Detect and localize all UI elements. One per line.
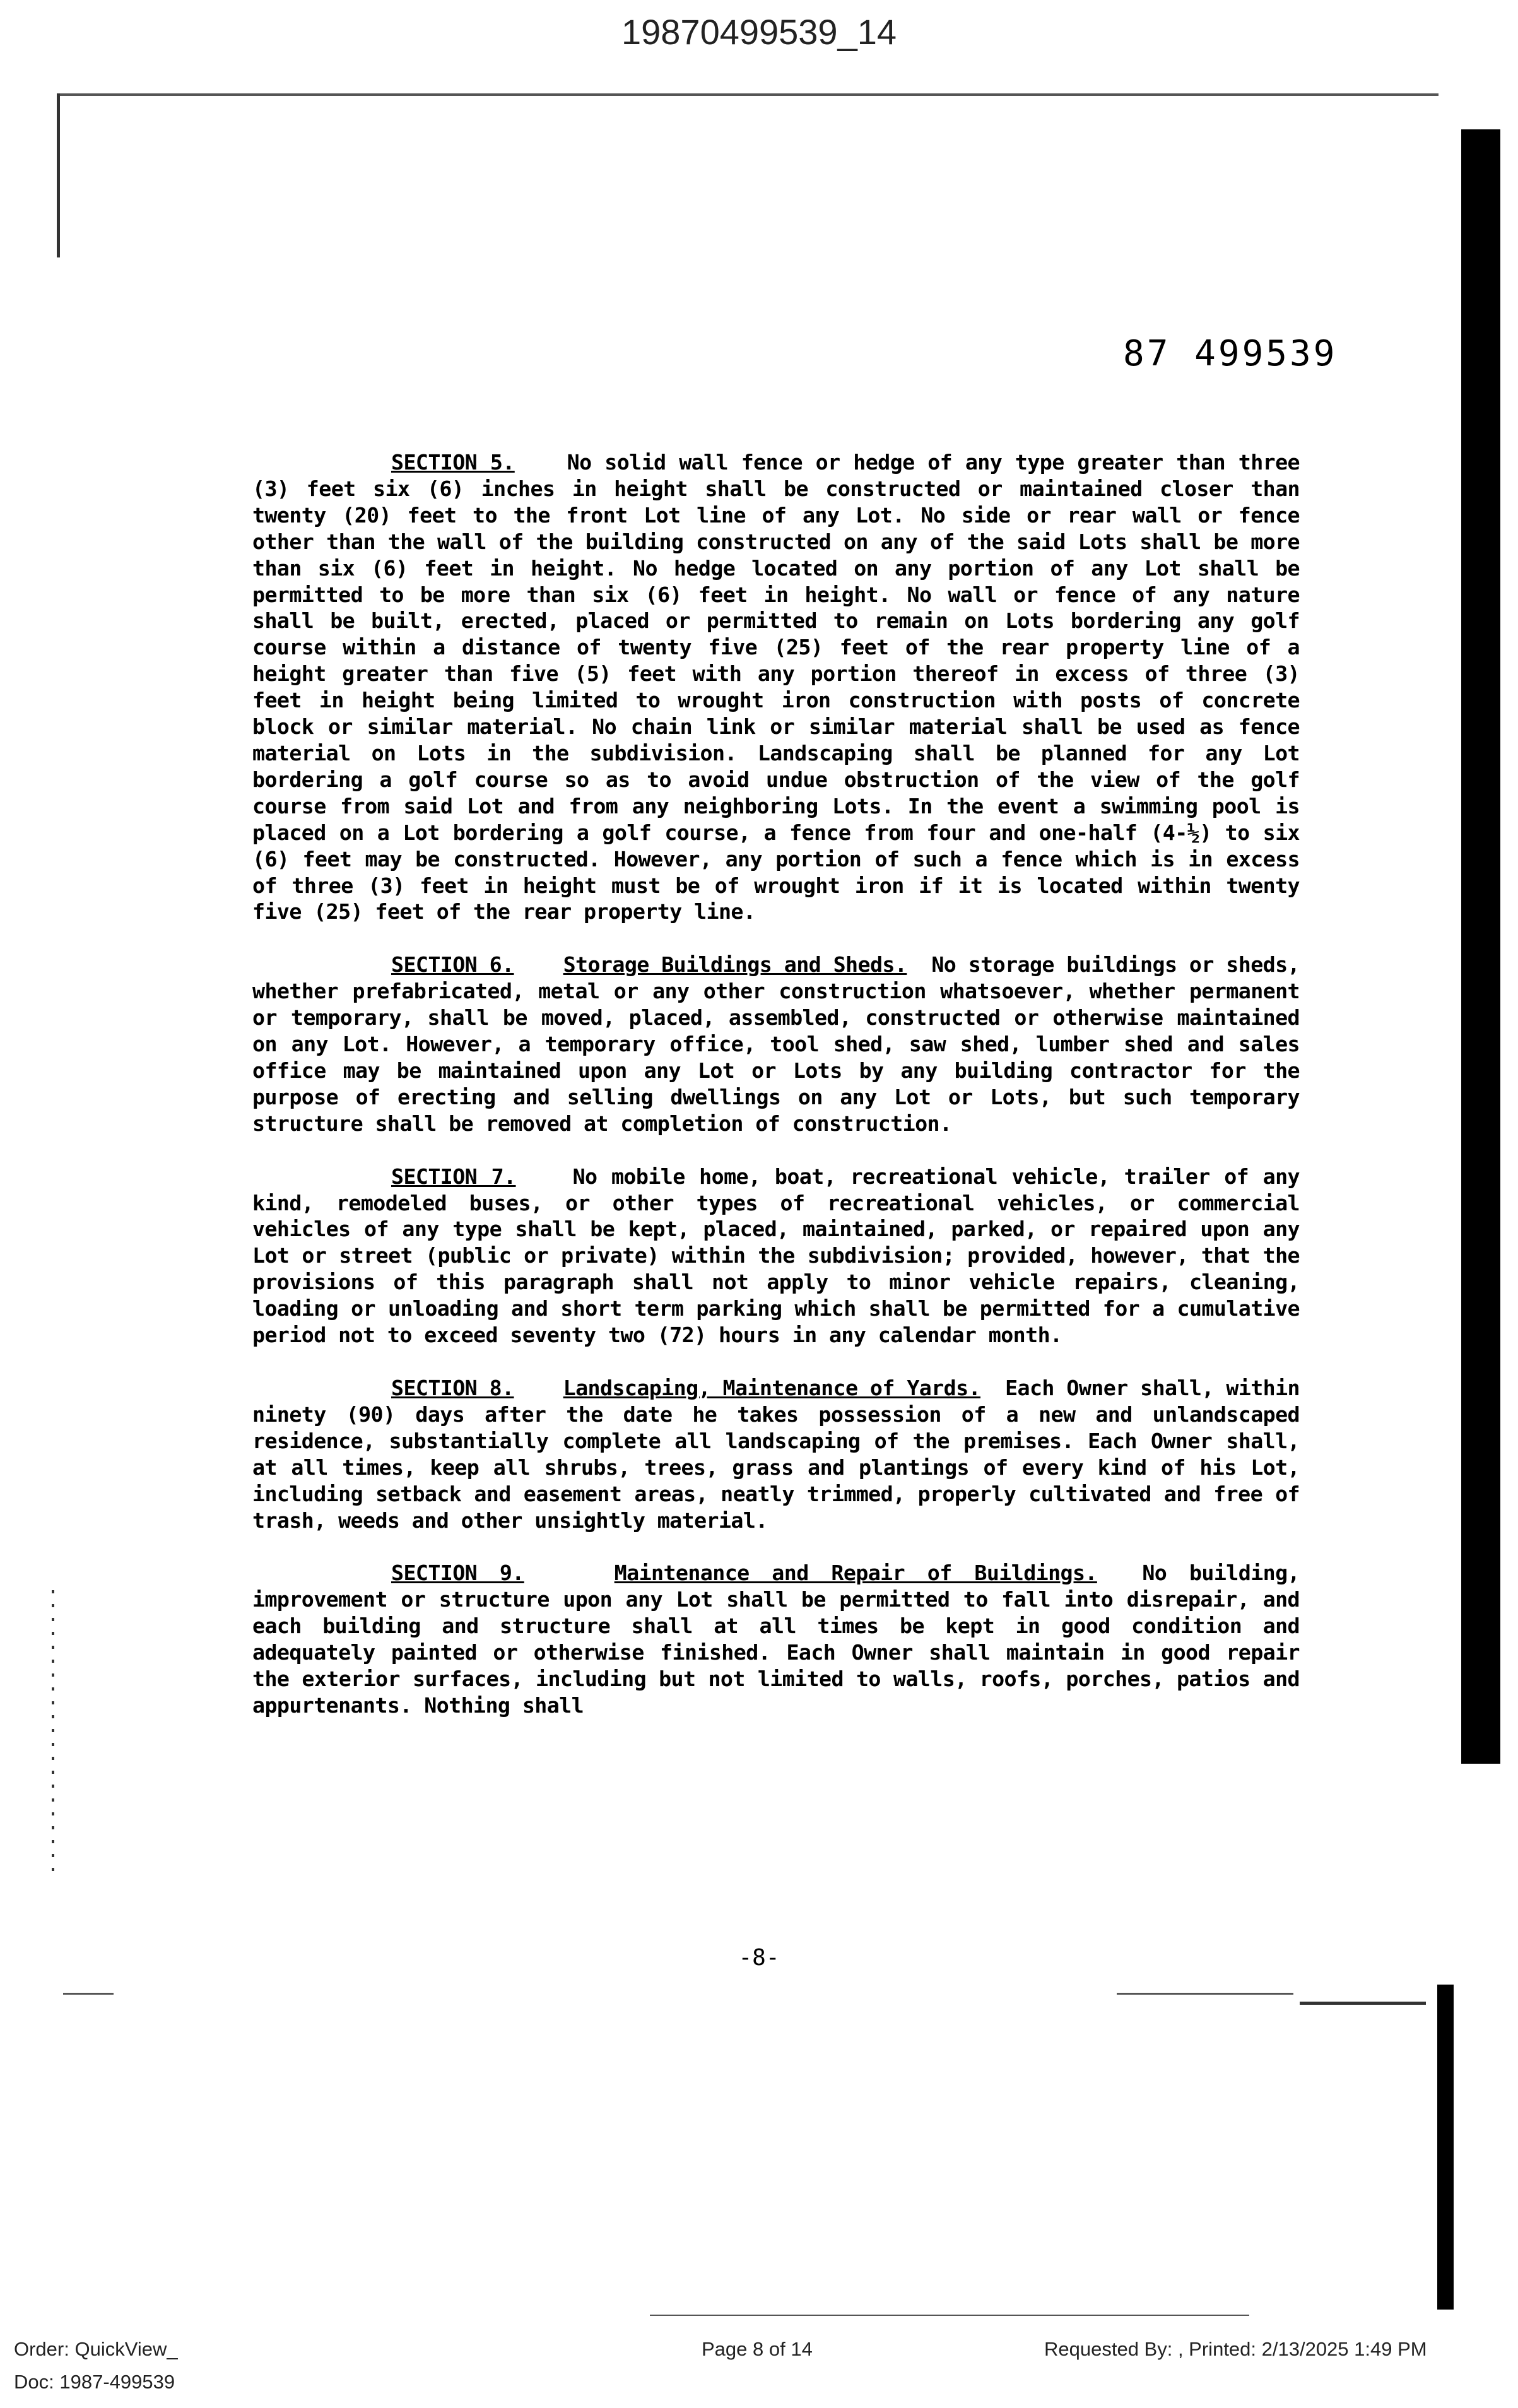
scan-frame-top	[57, 93, 1439, 96]
section-text: No solid wall fence or hedge of any type greater than three (3) feet six (6) inches in height shall be constructed or maintained closer than twenty (20) feet to the front Lot line of any Lot. No side or rear wall or fence other than the wall of the building constructed on any of the said Lots shall be more than six (6) feet in height. No hedge located on any portion of any Lot shall be permitted to be more than six (6) feet in height. No wall or fence of any nature shall be built, erected, placed or permitted to remain on Lots bordering any golf course within a distance of twenty five (25) feet of the rear property line of a height greater than five (5) feet with any portion thereof in excess of three (3) feet in height being limited to wrought iron construction with posts of concrete block or similar material. No chain link or similar material shall be used as fence material on Lots in the subdivision. Landscaping shall be planned for any Lot bordering a golf course so as to avoid undue obstruction of the view of the golf course from said Lot and from any neighboring Lots. In the event a swimming pool is placed on a Lot bordering a golf course, a fence from four and one-half (4-½) to six (6) feet may be constructed. However, any portion of such a fence which is in excess of three (3) feet in height must be of wrought iron if it is located within twenty five (25) feet of the rear property line.	[252, 450, 1300, 924]
section-heading: SECTION 6.	[391, 952, 514, 977]
scan-edge-bar-lower	[1437, 1985, 1454, 2310]
section-heading: SECTION 8.	[391, 1376, 514, 1400]
scan-noise	[1117, 1993, 1293, 1995]
document-body	[252, 449, 1300, 1745]
scan-noise	[650, 2315, 1249, 2316]
footer-page: Page 8 of 14	[702, 2338, 813, 2360]
section-6	[252, 952, 1300, 1136]
section-9	[252, 1560, 1300, 1718]
section-text: No mobile home, boat, recreational vehicle, trailer of any kind, remodeled buses, or other types of recreational vehicles, or commercial vehicles of any type shall be kept, placed, maintained, parked, or repaired upon any Lot or street (public or private) within the subdivision; provided, however, that the provisions of this paragraph shall not apply to minor vehicle repairs, cleaning, loading or unloading and short term parking which shall be permitted for a cumulative period not to exceed seventy two (72) hours in any calendar month.	[252, 1164, 1300, 1348]
scan-frame-left	[57, 93, 60, 257]
scan-edge-bar	[1461, 129, 1500, 1764]
document-header-id: 19870499539_14	[621, 12, 897, 52]
footer-order: Order: QuickView_	[14, 2338, 178, 2360]
scan-margin-dots	[52, 1590, 54, 1880]
section-text: Each Owner shall, within ninety (90) days after the date he takes possession of a new and unlandscaped residence, substantially complete all landscaping of the premises. Each Owner shall, at all times, keep all shrubs, trees, grass and plantings of every kind of his Lot, including setback and easement areas, neatly trimmed, properly cultivated and free of trash, weeds and other unsightly material.	[252, 1376, 1300, 1533]
section-title: Maintenance and Repair of Buildings.	[614, 1561, 1097, 1586]
page-number: -8-	[738, 1945, 780, 1971]
recording-number: 87 499539	[1123, 333, 1338, 374]
scan-noise	[1300, 2002, 1426, 2005]
section-heading: SECTION 9.	[391, 1561, 524, 1586]
section-title: Landscaping, Maintenance of Yards.	[563, 1376, 981, 1400]
section-title: Storage Buildings and Sheds.	[563, 952, 907, 977]
scan-noise	[63, 1993, 114, 1995]
section-5	[252, 449, 1300, 925]
footer-requested: Requested By: , Printed: 2/13/2025 1:49 PM	[1044, 2338, 1427, 2360]
section-text: No storage buildings or sheds, whether prefabricated, metal or any other construction whatsoever, whether permanent or temporary, shall be moved, placed, assembled, constructed or otherwise maintained on any Lot. However, a temporary office, tool shed, saw shed, lumber shed and sales office may be maintained upon any Lot or Lots by any building contractor for the purpose of erecting and selling dwellings on any Lot or Lots, but such temporary structure shall be removed at completion of construction.	[252, 952, 1300, 1136]
section-text: No building, improvement or structure upon any Lot shall be permitted to fall into disrepair, and each building and structure shall at all times be kept in good condition and adequately painted or otherwise finished. Each Owner shall maintain in good repair the exterior surfaces, including but not limited to walls, roofs, porches, patios and appurtenants. Nothing shall	[252, 1561, 1300, 1718]
section-heading: SECTION 7.	[391, 1164, 516, 1189]
section-8	[252, 1375, 1300, 1533]
section-heading: SECTION 5.	[391, 450, 515, 475]
footer-doc: Doc: 1987-499539	[14, 2371, 175, 2393]
section-7	[252, 1164, 1300, 1349]
